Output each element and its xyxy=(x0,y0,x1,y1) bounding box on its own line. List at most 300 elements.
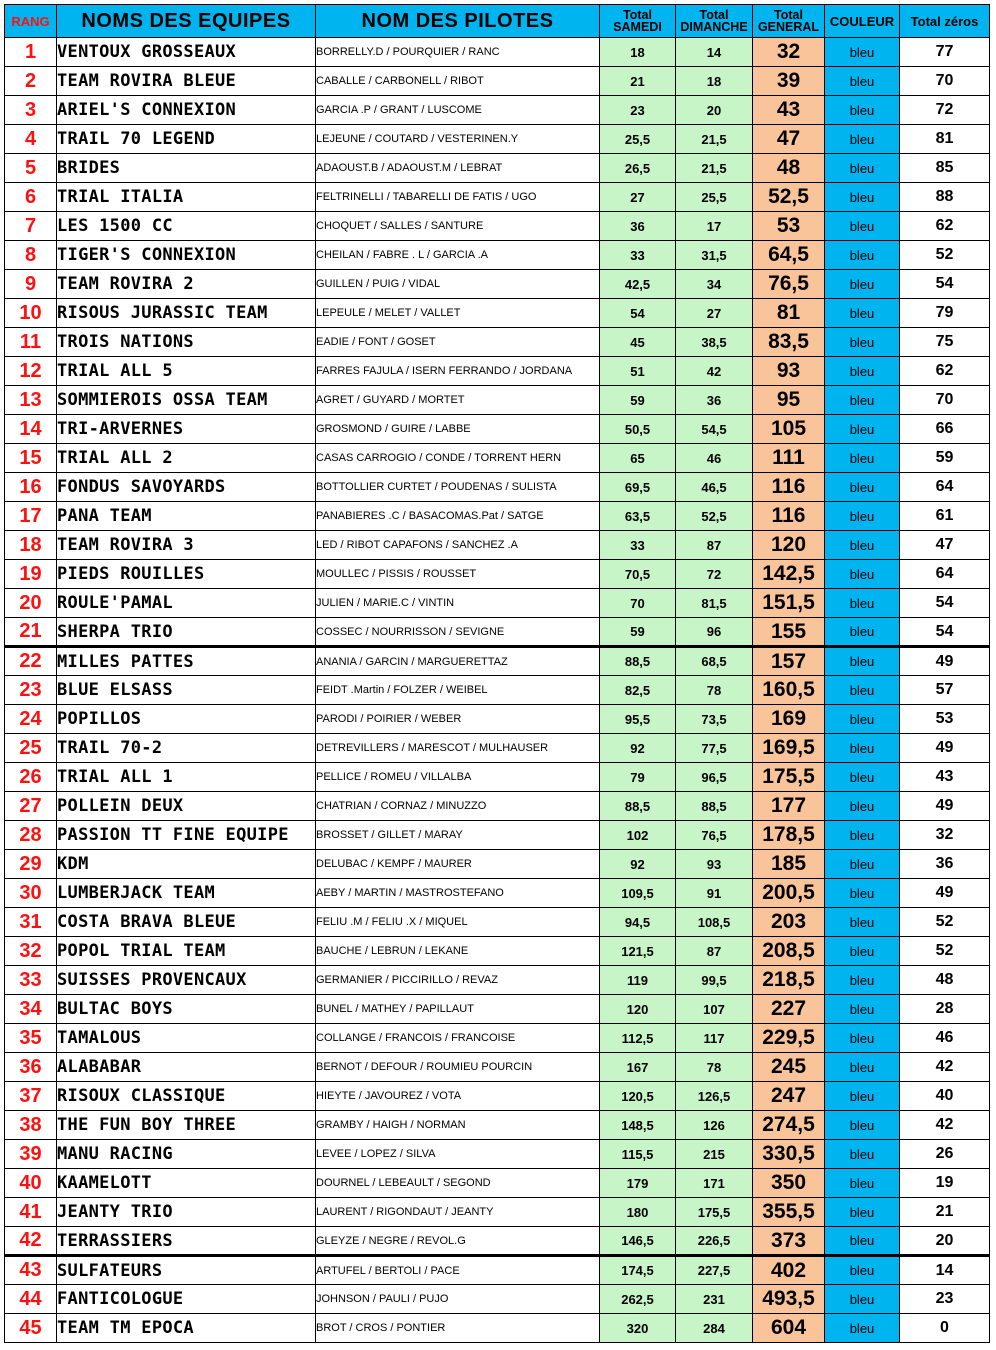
couleur-cell: bleu xyxy=(825,589,900,618)
team-name-cell: MANU RACING xyxy=(57,1140,316,1169)
total-samedi-cell: 320 xyxy=(600,1314,676,1343)
team-name-cell: SUISSES PROVENCAUX xyxy=(57,966,316,995)
total-zeros-cell: 54 xyxy=(900,270,990,299)
rank-cell: 13 xyxy=(5,386,57,415)
team-name-cell: TEAM ROVIRA 2 xyxy=(57,270,316,299)
total-dimanche-cell: 117 xyxy=(676,1024,753,1053)
team-name-cell: SULFATEURS xyxy=(57,1256,316,1285)
rank-cell: 29 xyxy=(5,850,57,879)
team-name-cell: TRIAL ITALIA xyxy=(57,183,316,212)
table-row xyxy=(5,1256,990,1285)
couleur-cell: bleu xyxy=(825,531,900,560)
pilot-names-cell: AGRET / GUYARD / MORTET xyxy=(316,386,600,415)
table-row xyxy=(5,1314,990,1343)
header-total-zeros: Total zéros xyxy=(900,5,990,38)
total-zeros-cell: 75 xyxy=(900,328,990,357)
team-name-cell: POPOL TRIAL TEAM xyxy=(57,937,316,966)
couleur-cell: bleu xyxy=(825,38,900,67)
total-samedi-cell: 50,5 xyxy=(600,415,676,444)
couleur-cell: bleu xyxy=(825,241,900,270)
total-zeros-cell: 21 xyxy=(900,1198,990,1227)
header-total-general-line1: Total xyxy=(774,7,803,22)
couleur-cell: bleu xyxy=(825,560,900,589)
pilot-names-cell: GERMANIER / PICCIRILLO / REVAZ xyxy=(316,966,600,995)
team-name-cell: TRIAL ALL 2 xyxy=(57,444,316,473)
total-dimanche-cell: 54,5 xyxy=(676,415,753,444)
pilot-names-cell: GROSMOND / GUIRE / LABBE xyxy=(316,415,600,444)
couleur-cell: bleu xyxy=(825,67,900,96)
total-samedi-cell: 174,5 xyxy=(600,1256,676,1285)
total-samedi-cell: 70 xyxy=(600,589,676,618)
total-samedi-cell: 180 xyxy=(600,1198,676,1227)
table-row xyxy=(5,618,990,647)
total-zeros-cell: 59 xyxy=(900,444,990,473)
total-samedi-cell: 120,5 xyxy=(600,1082,676,1111)
rank-cell: 31 xyxy=(5,908,57,937)
total-general-cell: 229,5 xyxy=(753,1024,825,1053)
total-samedi-cell: 63,5 xyxy=(600,502,676,531)
pilot-names-cell: HIEYTE / JAVOUREZ / VOTA xyxy=(316,1082,600,1111)
pilot-names-cell: BOTTOLLIER CURTET / POUDENAS / SULISTA xyxy=(316,473,600,502)
total-general-cell: 493,5 xyxy=(753,1285,825,1314)
table-row xyxy=(5,560,990,589)
total-samedi-cell: 65 xyxy=(600,444,676,473)
team-name-cell: FONDUS SAVOYARDS xyxy=(57,473,316,502)
pilot-names-cell: CHOQUET / SALLES / SANTURE xyxy=(316,212,600,241)
couleur-cell: bleu xyxy=(825,183,900,212)
table-row xyxy=(5,647,990,676)
rank-cell: 10 xyxy=(5,299,57,328)
total-zeros-cell: 52 xyxy=(900,937,990,966)
total-dimanche-cell: 20 xyxy=(676,96,753,125)
total-dimanche-cell: 17 xyxy=(676,212,753,241)
couleur-cell: bleu xyxy=(825,734,900,763)
total-dimanche-cell: 87 xyxy=(676,937,753,966)
total-samedi-cell: 121,5 xyxy=(600,937,676,966)
total-zeros-cell: 85 xyxy=(900,154,990,183)
pilot-names-cell: ADAOUST.B / ADAOUST.M / LEBRAT xyxy=(316,154,600,183)
total-general-cell: 604 xyxy=(753,1314,825,1343)
team-name-cell: TAMALOUS xyxy=(57,1024,316,1053)
total-dimanche-cell: 91 xyxy=(676,879,753,908)
rank-cell: 23 xyxy=(5,676,57,705)
total-samedi-cell: 33 xyxy=(600,531,676,560)
rank-cell: 11 xyxy=(5,328,57,357)
pilot-names-cell: BORRELLY.D / POURQUIER / RANC xyxy=(316,38,600,67)
header-total-dimanche-line1: Total xyxy=(699,7,729,22)
pilot-names-cell: DOURNEL / LEBEAULT / SEGOND xyxy=(316,1169,600,1198)
total-samedi-cell: 18 xyxy=(600,38,676,67)
rank-cell: 41 xyxy=(5,1198,57,1227)
total-zeros-cell: 36 xyxy=(900,850,990,879)
total-samedi-cell: 45 xyxy=(600,328,676,357)
total-samedi-cell: 167 xyxy=(600,1053,676,1082)
couleur-cell: bleu xyxy=(825,386,900,415)
pilot-names-cell: LED / RIBOT CAPAFONS / SANCHEZ .A xyxy=(316,531,600,560)
total-zeros-cell: 43 xyxy=(900,763,990,792)
pilot-names-cell: GRAMBY / HAIGH / NORMAN xyxy=(316,1111,600,1140)
pilot-names-cell: GLEYZE / NEGRE / REVOL.G xyxy=(316,1227,600,1256)
header-row xyxy=(5,5,990,38)
total-dimanche-cell: 18 xyxy=(676,67,753,96)
total-general-cell: 178,5 xyxy=(753,821,825,850)
table-row xyxy=(5,1285,990,1314)
pilot-names-cell: EADIE / FONT / GOSET xyxy=(316,328,600,357)
total-dimanche-cell: 36 xyxy=(676,386,753,415)
couleur-cell: bleu xyxy=(825,647,900,676)
header-couleur: COULEUR xyxy=(825,5,900,38)
team-name-cell: ROULE'PAMAL xyxy=(57,589,316,618)
pilot-names-cell: BROSSET / GILLET / MARAY xyxy=(316,821,600,850)
total-zeros-cell: 54 xyxy=(900,618,990,647)
total-zeros-cell: 81 xyxy=(900,125,990,154)
total-dimanche-cell: 42 xyxy=(676,357,753,386)
rank-cell: 34 xyxy=(5,995,57,1024)
total-general-cell: 203 xyxy=(753,908,825,937)
total-dimanche-cell: 46 xyxy=(676,444,753,473)
total-general-cell: 52,5 xyxy=(753,183,825,212)
pilot-names-cell: PANABIERES .C / BASACOMAS.Pat / SATGE xyxy=(316,502,600,531)
rank-cell: 28 xyxy=(5,821,57,850)
team-name-cell: ALABABAR xyxy=(57,1053,316,1082)
couleur-cell: bleu xyxy=(825,444,900,473)
couleur-cell: bleu xyxy=(825,966,900,995)
team-name-cell: SHERPA TRIO xyxy=(57,618,316,647)
total-zeros-cell: 52 xyxy=(900,908,990,937)
rank-cell: 37 xyxy=(5,1082,57,1111)
couleur-cell: bleu xyxy=(825,1053,900,1082)
total-dimanche-cell: 81,5 xyxy=(676,589,753,618)
couleur-cell: bleu xyxy=(825,676,900,705)
total-dimanche-cell: 52,5 xyxy=(676,502,753,531)
couleur-cell: bleu xyxy=(825,1285,900,1314)
total-zeros-cell: 48 xyxy=(900,966,990,995)
pilot-names-cell: GUILLEN / PUIG / VIDAL xyxy=(316,270,600,299)
table-body xyxy=(5,38,990,1343)
pilot-names-cell: LEVEE / LOPEZ / SILVA xyxy=(316,1140,600,1169)
rank-cell: 6 xyxy=(5,183,57,212)
couleur-cell: bleu xyxy=(825,154,900,183)
table-row xyxy=(5,183,990,212)
team-name-cell: TRIAL ALL 5 xyxy=(57,357,316,386)
total-dimanche-cell: 226,5 xyxy=(676,1227,753,1256)
rank-cell: 9 xyxy=(5,270,57,299)
pilot-names-cell: BERNOT / DEFOUR / ROUMIEU POURCIN xyxy=(316,1053,600,1082)
rank-cell: 42 xyxy=(5,1227,57,1256)
results-table xyxy=(4,4,990,1343)
rank-cell: 43 xyxy=(5,1256,57,1285)
total-zeros-cell: 32 xyxy=(900,821,990,850)
total-dimanche-cell: 25,5 xyxy=(676,183,753,212)
pilot-names-cell: BAUCHE / LEBRUN / LEKANE xyxy=(316,937,600,966)
rank-cell: 21 xyxy=(5,618,57,647)
total-zeros-cell: 62 xyxy=(900,212,990,241)
total-zeros-cell: 72 xyxy=(900,96,990,125)
rank-cell: 45 xyxy=(5,1314,57,1343)
rank-cell: 33 xyxy=(5,966,57,995)
total-general-cell: 95 xyxy=(753,386,825,415)
rank-cell: 2 xyxy=(5,67,57,96)
table-row xyxy=(5,473,990,502)
pilot-names-cell: LAURENT / RIGONDAUT / JEANTY xyxy=(316,1198,600,1227)
total-samedi-cell: 92 xyxy=(600,850,676,879)
rank-cell: 32 xyxy=(5,937,57,966)
total-zeros-cell: 49 xyxy=(900,647,990,676)
total-dimanche-cell: 78 xyxy=(676,1053,753,1082)
total-zeros-cell: 46 xyxy=(900,1024,990,1053)
total-samedi-cell: 102 xyxy=(600,821,676,850)
total-samedi-cell: 88,5 xyxy=(600,792,676,821)
total-zeros-cell: 49 xyxy=(900,792,990,821)
team-name-cell: TERRASSIERS xyxy=(57,1227,316,1256)
table-row xyxy=(5,908,990,937)
table-row xyxy=(5,154,990,183)
header-total-samedi-line1: Total xyxy=(623,7,652,22)
total-zeros-cell: 49 xyxy=(900,734,990,763)
team-name-cell: FANTICOLOGUE xyxy=(57,1285,316,1314)
table-row xyxy=(5,299,990,328)
total-samedi-cell: 95,5 xyxy=(600,705,676,734)
table-row xyxy=(5,1082,990,1111)
couleur-cell: bleu xyxy=(825,1140,900,1169)
total-dimanche-cell: 46,5 xyxy=(676,473,753,502)
total-zeros-cell: 64 xyxy=(900,473,990,502)
total-general-cell: 48 xyxy=(753,154,825,183)
team-name-cell: THE FUN BOY THREE xyxy=(57,1111,316,1140)
total-samedi-cell: 23 xyxy=(600,96,676,125)
total-dimanche-cell: 96 xyxy=(676,618,753,647)
couleur-cell: bleu xyxy=(825,792,900,821)
pilot-names-cell: DETREVILLERS / MARESCOT / MULHAUSER xyxy=(316,734,600,763)
table-row xyxy=(5,676,990,705)
total-dimanche-cell: 14 xyxy=(676,38,753,67)
total-zeros-cell: 42 xyxy=(900,1053,990,1082)
total-zeros-cell: 40 xyxy=(900,1082,990,1111)
total-general-cell: 81 xyxy=(753,299,825,328)
team-name-cell: BLUE ELSASS xyxy=(57,676,316,705)
total-dimanche-cell: 88,5 xyxy=(676,792,753,821)
couleur-cell: bleu xyxy=(825,125,900,154)
team-name-cell: TRI-ARVERNES xyxy=(57,415,316,444)
total-zeros-cell: 28 xyxy=(900,995,990,1024)
pilot-names-cell: JOHNSON / PAULI / PUJO xyxy=(316,1285,600,1314)
pilot-names-cell: DELUBAC / KEMPF / MAURER xyxy=(316,850,600,879)
table-row xyxy=(5,995,990,1024)
pilot-names-cell: FARRES FAJULA / ISERN FERRANDO / JORDANA xyxy=(316,357,600,386)
total-zeros-cell: 70 xyxy=(900,386,990,415)
total-dimanche-cell: 107 xyxy=(676,995,753,1024)
total-samedi-cell: 25,5 xyxy=(600,125,676,154)
pilot-names-cell: FELIU .M / FELIU .X / MIQUEL xyxy=(316,908,600,937)
couleur-cell: bleu xyxy=(825,357,900,386)
total-general-cell: 116 xyxy=(753,502,825,531)
table-row xyxy=(5,589,990,618)
total-dimanche-cell: 108,5 xyxy=(676,908,753,937)
total-general-cell: 76,5 xyxy=(753,270,825,299)
team-name-cell: POPILLOS xyxy=(57,705,316,734)
table-row xyxy=(5,1024,990,1053)
total-general-cell: 373 xyxy=(753,1227,825,1256)
couleur-cell: bleu xyxy=(825,1256,900,1285)
table-row xyxy=(5,705,990,734)
rank-cell: 15 xyxy=(5,444,57,473)
total-general-cell: 274,5 xyxy=(753,1111,825,1140)
pilot-names-cell: PELLICE / ROMEU / VILLALBA xyxy=(316,763,600,792)
total-general-cell: 175,5 xyxy=(753,763,825,792)
pilot-names-cell: CABALLE / CARBONELL / RIBOT xyxy=(316,67,600,96)
total-zeros-cell: 61 xyxy=(900,502,990,531)
couleur-cell: bleu xyxy=(825,1314,900,1343)
couleur-cell: bleu xyxy=(825,1082,900,1111)
total-zeros-cell: 26 xyxy=(900,1140,990,1169)
total-dimanche-cell: 227,5 xyxy=(676,1256,753,1285)
rank-cell: 17 xyxy=(5,502,57,531)
rank-cell: 5 xyxy=(5,154,57,183)
team-name-cell: TEAM ROVIRA 3 xyxy=(57,531,316,560)
total-samedi-cell: 36 xyxy=(600,212,676,241)
header-team-names: NOMS DES EQUIPES xyxy=(57,5,316,38)
pilot-names-cell: LEJEUNE / COUTARD / VESTERINEN.Y xyxy=(316,125,600,154)
total-samedi-cell: 119 xyxy=(600,966,676,995)
total-general-cell: 355,5 xyxy=(753,1198,825,1227)
team-name-cell: TEAM TM EPOCA xyxy=(57,1314,316,1343)
team-name-cell: POLLEIN DEUX xyxy=(57,792,316,821)
table-row xyxy=(5,67,990,96)
total-dimanche-cell: 126,5 xyxy=(676,1082,753,1111)
rank-cell: 38 xyxy=(5,1111,57,1140)
total-general-cell: 247 xyxy=(753,1082,825,1111)
total-general-cell: 402 xyxy=(753,1256,825,1285)
team-name-cell: JEANTY TRIO xyxy=(57,1198,316,1227)
couleur-cell: bleu xyxy=(825,212,900,241)
total-dimanche-cell: 77,5 xyxy=(676,734,753,763)
rank-cell: 3 xyxy=(5,96,57,125)
total-dimanche-cell: 284 xyxy=(676,1314,753,1343)
header-total-general-line2: GENERAL xyxy=(757,20,820,34)
team-name-cell: LUMBERJACK TEAM xyxy=(57,879,316,908)
rank-cell: 7 xyxy=(5,212,57,241)
table-row xyxy=(5,328,990,357)
total-dimanche-cell: 68,5 xyxy=(676,647,753,676)
total-samedi-cell: 54 xyxy=(600,299,676,328)
total-general-cell: 350 xyxy=(753,1169,825,1198)
pilot-names-cell: BROT / CROS / PONTIER xyxy=(316,1314,600,1343)
total-zeros-cell: 47 xyxy=(900,531,990,560)
pilot-names-cell: PARODI / POIRIER / WEBER xyxy=(316,705,600,734)
table-row xyxy=(5,444,990,473)
rank-cell: 27 xyxy=(5,792,57,821)
total-samedi-cell: 146,5 xyxy=(600,1227,676,1256)
table-row xyxy=(5,937,990,966)
rank-cell: 1 xyxy=(5,38,57,67)
rank-cell: 18 xyxy=(5,531,57,560)
total-dimanche-cell: 87 xyxy=(676,531,753,560)
total-general-cell: 83,5 xyxy=(753,328,825,357)
total-zeros-cell: 20 xyxy=(900,1227,990,1256)
table-row xyxy=(5,1227,990,1256)
rank-cell: 8 xyxy=(5,241,57,270)
table-row xyxy=(5,96,990,125)
total-samedi-cell: 33 xyxy=(600,241,676,270)
total-dimanche-cell: 96,5 xyxy=(676,763,753,792)
team-name-cell: KDM xyxy=(57,850,316,879)
pilot-names-cell: COLLANGE / FRANCOIS / FRANCOISE xyxy=(316,1024,600,1053)
rank-cell: 16 xyxy=(5,473,57,502)
total-dimanche-cell: 126 xyxy=(676,1111,753,1140)
total-samedi-cell: 109,5 xyxy=(600,879,676,908)
table-row xyxy=(5,792,990,821)
team-name-cell: KAAMELOTT xyxy=(57,1169,316,1198)
table-row xyxy=(5,763,990,792)
total-zeros-cell: 77 xyxy=(900,38,990,67)
team-name-cell: PASSION TT FINE EQUIPE xyxy=(57,821,316,850)
total-zeros-cell: 79 xyxy=(900,299,990,328)
table-row xyxy=(5,879,990,908)
total-general-cell: 111 xyxy=(753,444,825,473)
total-samedi-cell: 120 xyxy=(600,995,676,1024)
total-general-cell: 169,5 xyxy=(753,734,825,763)
total-general-cell: 155 xyxy=(753,618,825,647)
rank-cell: 20 xyxy=(5,589,57,618)
total-samedi-cell: 59 xyxy=(600,618,676,647)
total-general-cell: 120 xyxy=(753,531,825,560)
total-zeros-cell: 57 xyxy=(900,676,990,705)
header-total-samedi xyxy=(600,5,676,38)
total-general-cell: 105 xyxy=(753,415,825,444)
pilot-names-cell: LEPEULE / MELET / VALLET xyxy=(316,299,600,328)
total-samedi-cell: 59 xyxy=(600,386,676,415)
total-samedi-cell: 94,5 xyxy=(600,908,676,937)
team-name-cell: LES 1500 CC xyxy=(57,212,316,241)
total-samedi-cell: 42,5 xyxy=(600,270,676,299)
pilot-names-cell: FELTRINELLI / TABARELLI DE FATIS / UGO xyxy=(316,183,600,212)
table-row xyxy=(5,386,990,415)
total-general-cell: 47 xyxy=(753,125,825,154)
couleur-cell: bleu xyxy=(825,879,900,908)
total-zeros-cell: 49 xyxy=(900,879,990,908)
total-dimanche-cell: 231 xyxy=(676,1285,753,1314)
total-dimanche-cell: 21,5 xyxy=(676,154,753,183)
table-row xyxy=(5,125,990,154)
total-zeros-cell: 70 xyxy=(900,67,990,96)
total-dimanche-cell: 99,5 xyxy=(676,966,753,995)
rank-cell: 19 xyxy=(5,560,57,589)
total-general-cell: 151,5 xyxy=(753,589,825,618)
pilot-names-cell: BUNEL / MATHEY / PAPILLAUT xyxy=(316,995,600,1024)
total-dimanche-cell: 34 xyxy=(676,270,753,299)
rank-cell: 44 xyxy=(5,1285,57,1314)
total-zeros-cell: 64 xyxy=(900,560,990,589)
total-zeros-cell: 42 xyxy=(900,1111,990,1140)
total-samedi-cell: 88,5 xyxy=(600,647,676,676)
team-name-cell: TEAM ROVIRA BLEUE xyxy=(57,67,316,96)
pilot-names-cell: CASAS CARROGIO / CONDE / TORRENT HERN xyxy=(316,444,600,473)
team-name-cell: TRAIL 70 LEGEND xyxy=(57,125,316,154)
total-general-cell: 142,5 xyxy=(753,560,825,589)
team-name-cell: BULTAC BOYS xyxy=(57,995,316,1024)
total-samedi-cell: 69,5 xyxy=(600,473,676,502)
team-name-cell: TRIAL ALL 1 xyxy=(57,763,316,792)
couleur-cell: bleu xyxy=(825,908,900,937)
couleur-cell: bleu xyxy=(825,1169,900,1198)
pilot-names-cell: FEIDT .Martin / FOLZER / WEIBEL xyxy=(316,676,600,705)
total-zeros-cell: 66 xyxy=(900,415,990,444)
total-general-cell: 157 xyxy=(753,647,825,676)
table-row xyxy=(5,357,990,386)
total-general-cell: 208,5 xyxy=(753,937,825,966)
rank-cell: 39 xyxy=(5,1140,57,1169)
table-row xyxy=(5,415,990,444)
